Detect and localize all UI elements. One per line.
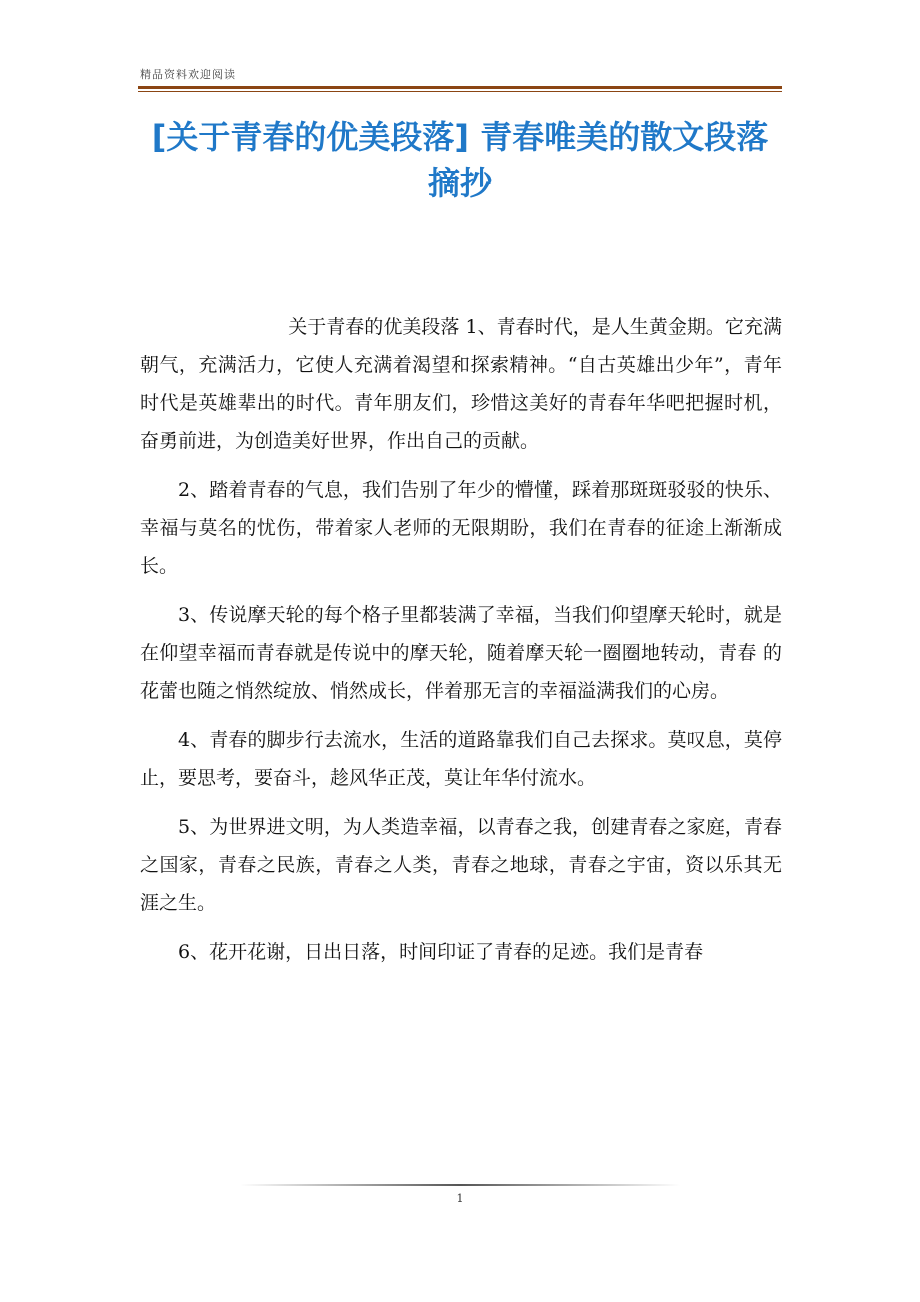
document-body [140, 308, 782, 982]
paragraph-4: 4、青春的脚步行去流水，生活的道路靠我们自己去探求。莫叹息，莫停止，要思考，要奋斗，趁风华正茂，莫让年华付流水。 [140, 729, 782, 789]
paragraph-2: 2、踏着青春的气息，我们告别了年少的懵懂，踩着那斑斑驳驳的快乐、幸福与莫名的忧伤，带着家人老师的无限期盼，我们在青春的征途上渐渐成长。 [140, 479, 782, 577]
header-divider-thick [138, 86, 782, 89]
footer-divider [240, 1184, 680, 1186]
paragraph-3: 3、传说摩天轮的每个格子里都装满了幸福，当我们仰望摩天轮时，就是在仰望幸福而青春就是传说中的摩天轮，随着摩天轮一圈圈地转动，青春 的花蕾也随之悄然绽放、悄然成长，伴着那无言的幸福溢满我们的心房。 [140, 604, 782, 702]
header-divider-thin [138, 91, 782, 92]
paragraph-6: 6、花开花谢，日出日落，时间印证了青春的足迹。我们是青春 [178, 941, 704, 963]
header-label: 精品资料欢迎阅读 [140, 68, 236, 81]
paragraph-5: 5、为世界进文明，为人类造幸福，以青春之我，创建青春之家庭，青春之国家，青春之民族，青春之人类，青春之地球，青春之宇宙，资以乐其无涯之生。 [140, 816, 782, 914]
paragraph-1: 关于青春的优美段落 1、青春时代，是人生黄金期。它充满朝气，充满活力，它使人充满着渴望和探索精神。“自古英雄出少年”，青年时代是英雄辈出的时代。青年朋友们，珍惜这美好的青春年华吧把握时机，奋勇前进，为创造美好世界，作出自己的贡献。 [140, 316, 782, 452]
page-number: 1 [456, 1192, 464, 1205]
document-title: [关于青春的优美段落] 青春唯美的散文段落摘抄 [151, 118, 769, 202]
